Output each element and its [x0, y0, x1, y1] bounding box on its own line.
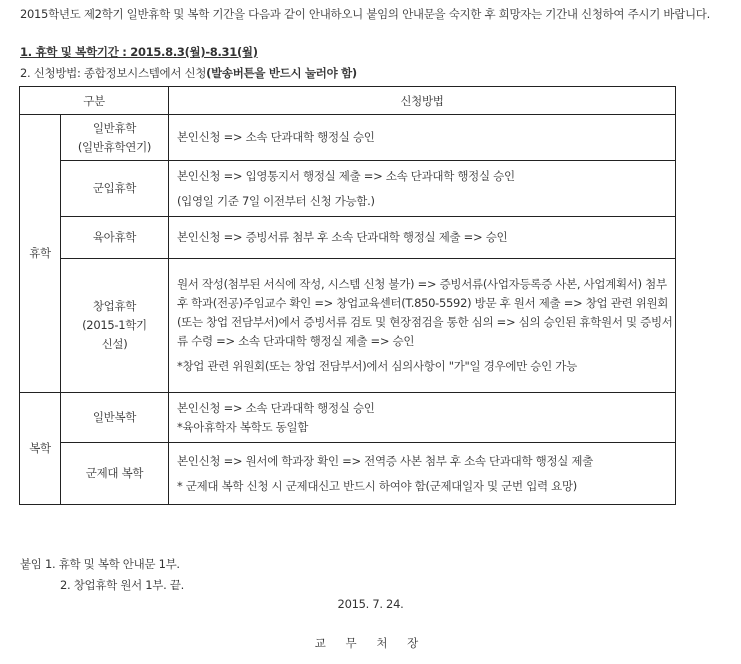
general-leave-type	[61, 115, 169, 161]
general-return-method: 본인신청 => 소속 단과대학 행정실 승인	[177, 400, 375, 415]
application-table	[19, 86, 676, 505]
startup-leave-name-sub1: (2015-1학기	[82, 318, 147, 332]
header-method: 신청방법	[169, 87, 676, 115]
discharge-return-method: 본인신청 => 원서에 학과장 확인 => 전역증 사본 첨부 후 소속 단과대학 행정실 제출	[177, 453, 594, 468]
table-header-row	[20, 87, 676, 115]
general-return-type: 일반복학	[61, 393, 169, 443]
attachment-line-1: 붙임 1. 휴학 및 복학 안내문 1부.	[20, 557, 180, 571]
table-row	[20, 393, 676, 443]
table-row	[20, 443, 676, 505]
signature: 교 무 처 장	[314, 636, 427, 650]
startup-leave-name-sub2: 신설)	[101, 337, 128, 351]
return-category: 복학	[20, 393, 61, 505]
military-leave-note: (입영일 기준 7일 이전부터 신청 가능함.)	[177, 193, 375, 208]
document-date: 2015. 7. 24.	[337, 597, 404, 611]
military-leave-method: 본인신청 => 입영통지서 행정실 제출 => 소속 단과대학 행정실 승인	[177, 168, 515, 183]
general-return-note: *육아휴학자 복학도 동일함	[177, 419, 309, 434]
childcare-leave-method: 본인신청 => 증빙서류 첨부 후 소속 단과대학 행정실 제출 => 승인	[169, 217, 676, 259]
startup-leave-note: *창업 관련 위원회(또는 창업 전담부서)에서 심의사항이 "가"일 경우에만 승인 가능	[177, 359, 577, 373]
startup-leave-method: 원서 작성(첨부된 서식에 작성, 시스템 신청 불가) => 증빙서류(사업자등록증 사본, 사업계획서) 첨부 후 학과(전공)주임교수 확인 => 창업교육센터(T.850-5592) 방문 후 원서 제출 => 창업 관련 위원회(또는 창업 전담부서)에서 증빙서류 검토 및 현장점검을 통한 심의 => 심의 승인된 휴학원서 및 증빙서류 수령 => 소속 단과대학 행정실 제출 => 승인	[177, 277, 673, 348]
startup-leave-method-cell	[169, 259, 676, 393]
startup-leave-type	[61, 259, 169, 393]
leave-category: 휴학	[20, 115, 61, 393]
intro-paragraph: 2015학년도 제2학기 일반휴학 및 복학 기간을 다음과 같이 안내하오니 붙임의 안내문을 숙지한 후 희망자는 기간내 신청하여 주시기 바랍니다.	[20, 7, 710, 21]
period-heading: 1. 휴학 및 복학기간 : 2015.8.3(월)-8.31(월)	[20, 45, 258, 59]
general-return-method-cell	[169, 393, 676, 443]
military-leave-method-cell	[169, 161, 676, 217]
childcare-leave-type: 육아휴학	[61, 217, 169, 259]
table-row	[20, 161, 676, 217]
table-row	[20, 217, 676, 259]
discharge-return-note: * 군제대 복학 신청 시 군제대신고 반드시 하여야 함(군제대일자 및 군번 입력 요망)	[177, 478, 577, 493]
general-leave-name: 일반휴학	[92, 120, 137, 135]
discharge-return-type: 군제대 복학	[61, 443, 169, 505]
attachment-line-2: 2. 창업휴학 원서 1부. 끝.	[60, 578, 184, 592]
table-row	[20, 115, 676, 161]
general-leave-name-sub: (일반휴학연기)	[77, 139, 152, 154]
attachments	[20, 554, 184, 596]
method-heading	[20, 64, 357, 83]
header-category: 구분	[20, 87, 169, 115]
table-row	[20, 259, 676, 393]
startup-leave-name: 창업휴학	[92, 299, 137, 313]
method-heading-text: 2. 신청방법: 종합정보시스템에서 신청	[20, 66, 207, 80]
discharge-return-method-cell	[169, 443, 676, 505]
general-leave-method: 본인신청 => 소속 단과대학 행정실 승인	[169, 115, 676, 161]
method-heading-emphasis: (발송버튼을 반드시 눌러야 함)	[206, 66, 357, 80]
military-leave-type: 군입휴학	[61, 161, 169, 217]
